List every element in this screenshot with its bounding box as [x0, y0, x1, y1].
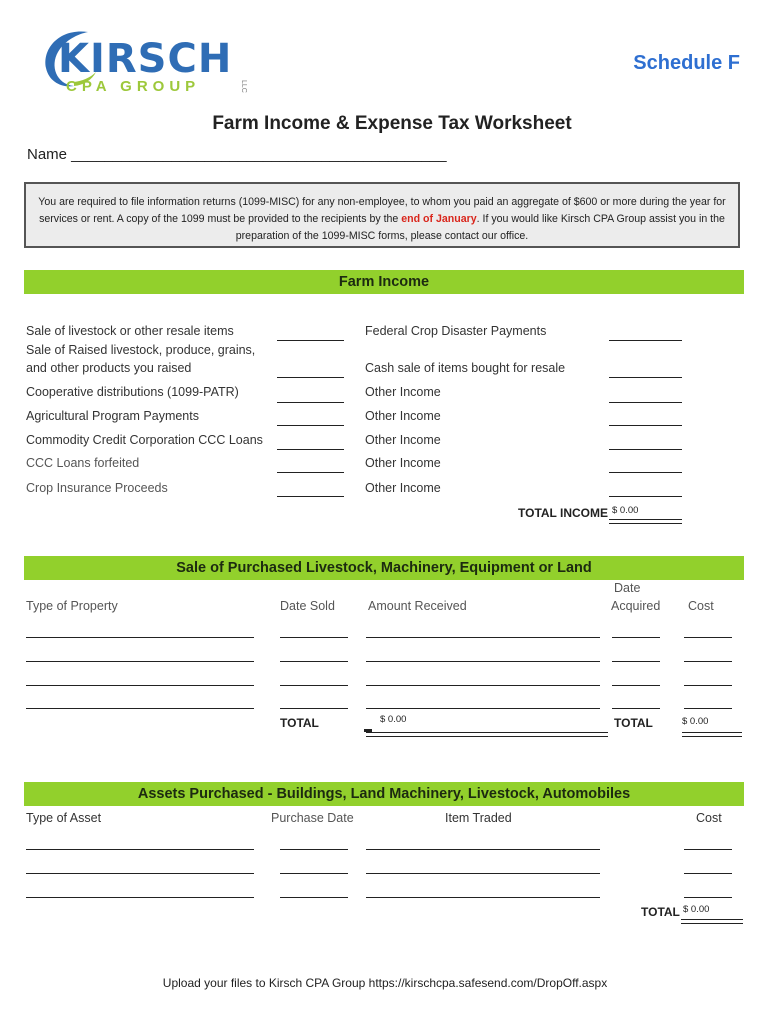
schedule-label: Schedule F: [633, 52, 740, 74]
asset-total-value: $ 0.00: [683, 904, 710, 915]
income-label: Other Income: [365, 433, 441, 447]
notice-deadline: end of January: [401, 213, 477, 225]
total-double-underline: [681, 919, 743, 924]
income-entry-line[interactable]: [277, 402, 344, 403]
asset-total-label: TOTAL: [641, 905, 680, 919]
income-label: Other Income: [365, 481, 441, 495]
amount-total-value: $ 0.00: [380, 714, 407, 725]
income-label: Commodity Credit Corporation CCC Loans: [26, 433, 263, 447]
sale-total-label: TOTAL: [280, 716, 319, 730]
column-header: Cost: [688, 599, 714, 613]
income-entry-line[interactable]: [277, 377, 344, 378]
income-label: Federal Crop Disaster Payments: [365, 324, 547, 338]
total-double-underline: [366, 732, 608, 737]
income-entry-line[interactable]: [609, 425, 682, 426]
income-label: Other Income: [365, 456, 441, 470]
total-income-label: TOTAL INCOME: [518, 506, 608, 520]
farm-income-heading: Farm Income: [24, 270, 744, 294]
income-label: CCC Loans forfeited: [26, 456, 140, 470]
total-income-value: $ 0.00: [612, 505, 639, 516]
column-header: Type of Property: [26, 599, 118, 613]
assets-section-heading: Assets Purchased - Buildings, Land Machinery, Livestock, Automobiles: [24, 782, 744, 806]
logo-llc: LLC: [240, 80, 247, 93]
column-header: Purchase Date: [271, 811, 354, 825]
income-entry-line[interactable]: [609, 402, 682, 403]
notice-text-1: You are required to file information returns (1099-MISC) for any non-employee, to whom you paid an aggregate of $600 or more during the year for services or rent. A copy of the 1099 must be provided to the recipients by the: [38, 196, 726, 225]
income-label: Sale of livestock or other resale items: [26, 324, 234, 338]
notice-text-2: . If you would like Kirsch CPA Group assist you in the preparation of the 1099-MISC forms, please contact our office.: [235, 213, 725, 242]
cost-total-value: $ 0.00: [682, 716, 709, 727]
income-entry-line[interactable]: [277, 425, 344, 426]
income-label: Other Income: [365, 385, 441, 399]
income-label: Agricultural Program Payments: [26, 409, 199, 423]
column-header: Cost: [696, 811, 722, 825]
logo-wordmark: KIRSCH: [58, 36, 233, 82]
income-entry-line[interactable]: [609, 449, 682, 450]
income-label: Cooperative distributions (1099-PATR): [26, 385, 239, 399]
income-entry-line[interactable]: [609, 472, 682, 473]
income-label: Cash sale of items bought for resale: [365, 361, 566, 375]
income-entry-line[interactable]: [609, 496, 682, 497]
income-label: Crop Insurance Proceeds: [26, 481, 168, 495]
column-header: Type of Asset: [26, 811, 102, 825]
column-header: Amount Received: [368, 599, 467, 613]
sale-section-heading: Sale of Purchased Livestock, Machinery, Equipment or Land: [24, 556, 744, 580]
page-title: Farm Income & Expense Tax Worksheet: [212, 113, 572, 134]
total-double-underline: [609, 519, 682, 524]
notice-box: [24, 182, 740, 248]
income-label: Other Income: [365, 409, 441, 423]
sale-total-label-2: TOTAL: [614, 716, 653, 730]
logo-subtitle: CPA GROUP: [66, 78, 201, 95]
income-entry-line[interactable]: [277, 496, 344, 497]
column-header: Acquired: [611, 599, 661, 613]
total-double-underline: [682, 732, 742, 737]
total-marker: [364, 729, 372, 732]
income-label: Sale of Raised livestock, produce, grains,: [26, 343, 256, 357]
income-entry-line[interactable]: [277, 340, 344, 341]
column-header: Date: [614, 581, 641, 595]
income-entry-line[interactable]: [277, 472, 344, 473]
income-entry-line[interactable]: [609, 377, 682, 378]
income-label: and other products you raised: [26, 361, 192, 375]
name-field[interactable]: Name _____________________________________________: [27, 146, 447, 163]
column-header: Date Sold: [280, 599, 335, 613]
upload-footer[interactable]: Upload your files to Kirsch CPA Group https://kirschcpa.safesend.com/DropOff.aspx: [162, 976, 608, 990]
column-header: Item Traded: [445, 811, 512, 825]
income-entry-line[interactable]: [609, 340, 682, 341]
income-entry-line[interactable]: [277, 449, 344, 450]
